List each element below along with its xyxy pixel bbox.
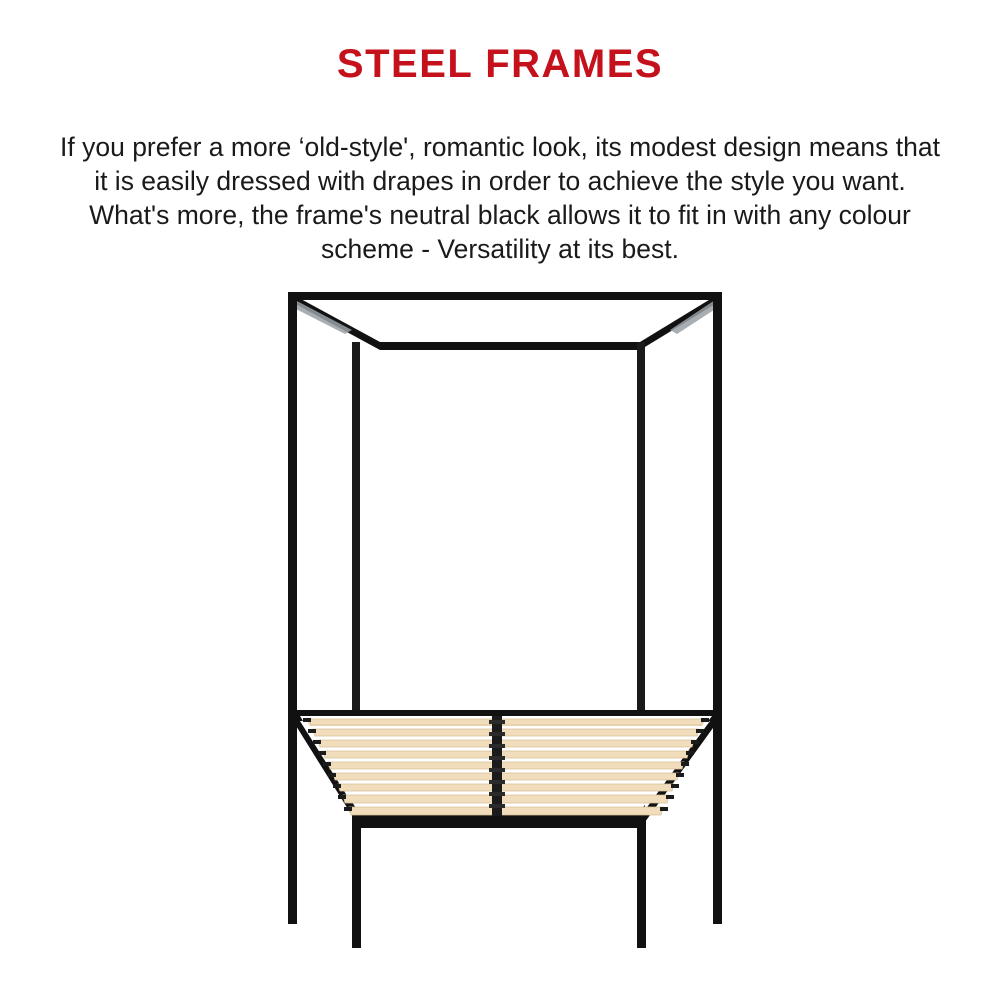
page-title: STEEL FRAMES bbox=[336, 42, 664, 86]
bed-frame-drawing bbox=[0, 280, 1000, 970]
promo-description bbox=[55, 130, 945, 266]
product-illustration bbox=[0, 280, 1000, 970]
promo-description-text: If you prefer a more ‘old-style', romantic look, its modest design means that it is easily dressed with drapes in order to achieve the style you want. What's more, the frame's neutral black allows it to fit in with any colour scheme - Versatility at its best. bbox=[60, 132, 940, 264]
